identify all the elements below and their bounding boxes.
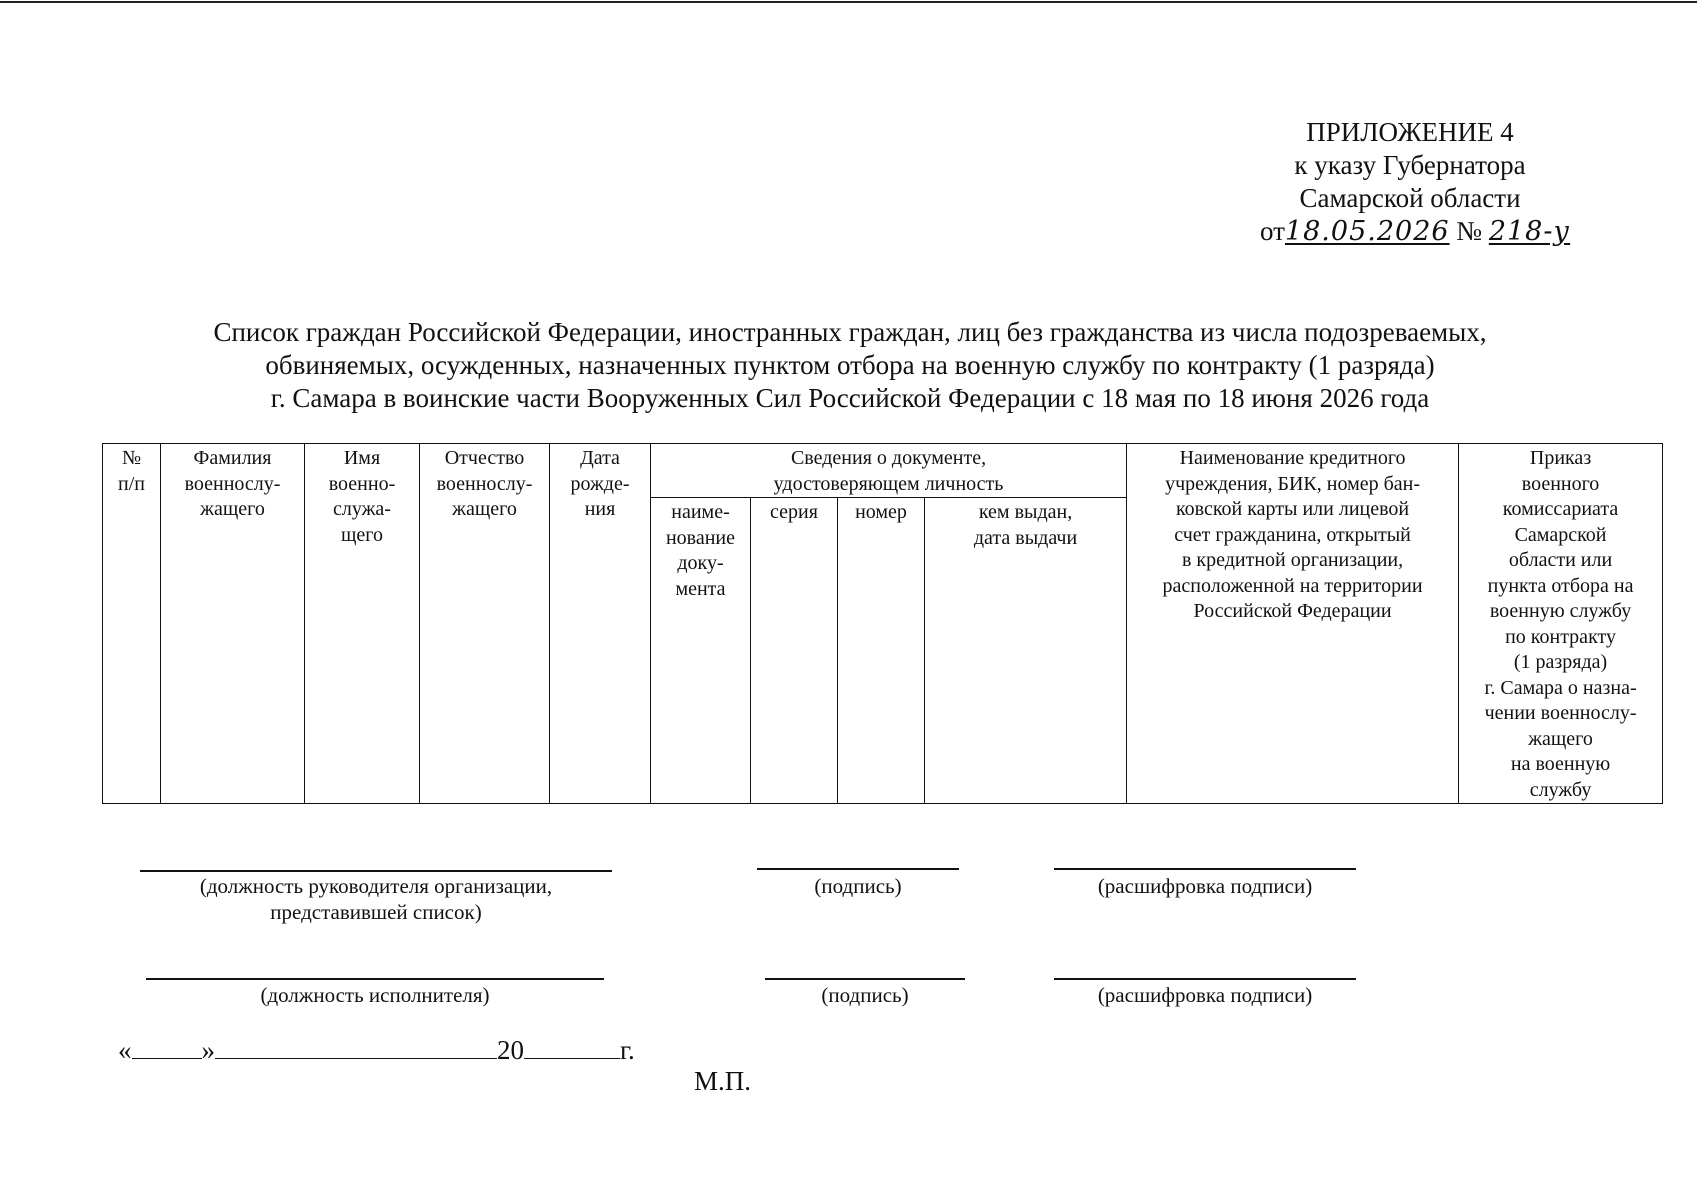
handwritten-number: 218-у xyxy=(1488,216,1571,247)
appendix-decree-line: к указу Губернатора xyxy=(1294,150,1526,180)
appendix-date-number-row xyxy=(1260,215,1571,248)
header-patronymic: Отчество военнослу- жащего xyxy=(420,444,550,804)
signature-caption-2: (подпись) xyxy=(821,983,909,1007)
year-blank xyxy=(524,1034,620,1059)
header-bank-account: Наименование кредитного учреждения, БИК, номер бан- ковской карты или лицевой счет гражданина, открытый в кредитной организации, расположенной на территории Российской Федерации xyxy=(1127,444,1459,804)
year-prefix: 20 xyxy=(497,1035,524,1065)
title-line-2: обвиняемых, осужденных, назначенных пунктом отбора на военную службу по контракту (1 разряда) xyxy=(265,350,1435,380)
date-prefix: от xyxy=(1260,216,1285,246)
title-line-1: Список граждан Российской Федерации, иностранных граждан, лиц без гражданства из числа подозреваемых, xyxy=(213,317,1487,347)
document-title xyxy=(100,316,1600,415)
handwritten-date: 18.05.2026 xyxy=(1284,216,1450,247)
date-open-quote: « xyxy=(118,1035,132,1065)
position-caption-1: (должность руководителя организации, представившей список) xyxy=(199,874,553,924)
date-field xyxy=(118,1034,635,1066)
position-caption-2: (должность исполнителя) xyxy=(260,983,490,1007)
decode-line-2 xyxy=(1054,978,1356,980)
decode-line-1 xyxy=(1054,868,1356,870)
decode-caption-1: (расшифровка подписи) xyxy=(1097,874,1313,898)
title-line-3: г. Самара в воинские части Вооруженных Сил Российской Федерации с 18 мая по 18 июня 2026 года xyxy=(270,383,1430,413)
header-doc-number: номер xyxy=(838,498,925,804)
header-id-document: Сведения о документе, удостоверяющем личность xyxy=(651,444,1127,498)
citizens-table xyxy=(102,443,1663,804)
header-doc-issued: кем выдан, дата выдачи xyxy=(925,498,1127,804)
number-prefix: № xyxy=(1456,216,1483,246)
position-line-2 xyxy=(146,978,604,980)
page-top-rule xyxy=(0,1,1697,3)
signature-line-1 xyxy=(757,868,959,870)
day-blank xyxy=(132,1034,202,1059)
appendix-block xyxy=(1260,116,1571,248)
stamp-place: М.П. xyxy=(694,1066,752,1096)
signature-line-2 xyxy=(765,978,965,980)
month-blank xyxy=(215,1034,497,1059)
header-birthdate: Дата рожде- ния xyxy=(550,444,651,804)
appendix-title: ПРИЛОЖЕНИЕ 4 xyxy=(1306,117,1514,147)
decode-caption-2: (расшифровка подписи) xyxy=(1097,983,1313,1007)
header-name: Имя военно- служа- щего xyxy=(305,444,420,804)
header-appointment-order: Приказ военного комиссариата Самарской области или пункта отбора на военную службу по контракту (1 разряда) г. Самара о назна- чении военнослу- жащего на военную службу xyxy=(1459,444,1663,804)
header-doc-name: наиме- нование доку- мента xyxy=(651,498,751,804)
header-doc-series: серия xyxy=(751,498,838,804)
year-suffix: г. xyxy=(620,1035,635,1065)
header-num: № п/п xyxy=(103,444,161,804)
signature-caption-1: (подпись) xyxy=(814,874,902,898)
position-line-1 xyxy=(140,870,612,872)
header-surname: Фамилия военнослу- жащего xyxy=(161,444,305,804)
date-close-quote: » xyxy=(201,1035,215,1065)
appendix-region-line: Самарской области xyxy=(1299,183,1521,213)
